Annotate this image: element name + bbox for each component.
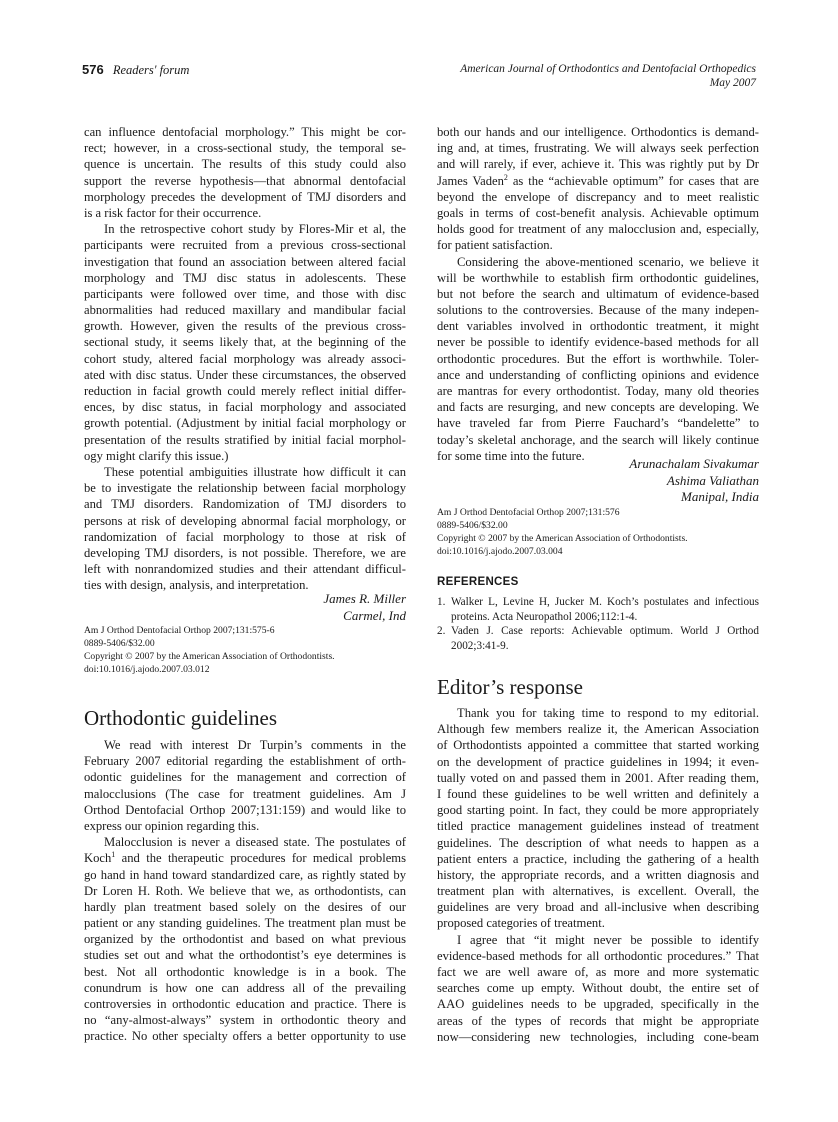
text-line: never be possible to identify evidence-based methods for all: [437, 335, 759, 350]
text-line: We read with interest Dr Turpin’s comments in the: [104, 738, 406, 752]
text-line: Orthod Dentofacial Orthop 2007;131:159) and would like to: [84, 802, 406, 817]
text-line: evidence-based methods for all orthodontic procedures.” That: [437, 948, 759, 963]
author-name: James R. Miller: [323, 591, 406, 606]
text-line: odontic guidelines for the management and correction of: [84, 770, 406, 785]
text-line: holds good for treatment of any malocclusion and, especially,: [437, 222, 759, 237]
text-line: left with nonrandomized studies and their attendant difficul-: [84, 562, 406, 577]
text-line: I found these guidelines to be well written and definitely a: [437, 786, 759, 801]
text-line: on the development of practice guidelines in 1994; it even-: [437, 754, 759, 769]
reference-marker: 2: [503, 172, 508, 182]
text-line: guidelines are very broad and all-inclusive when describing: [437, 900, 759, 915]
text-line: morphology and TMJ disc status in adolescents. These: [84, 270, 406, 285]
text-line: titled practice management guidelines instead of treatment: [437, 819, 759, 834]
paragraph: [437, 124, 759, 254]
text-line: ogy might clarify this issue.): [84, 448, 229, 463]
paragraph: [437, 932, 759, 1045]
text-line: patient or any standing guidelines. The treatment plan must be: [84, 916, 406, 931]
text-line: and facts are resurging, and new concepts are developing. We: [437, 400, 759, 415]
text-line: developing TMJ disorders, is not possible. Therefore, we are: [84, 545, 406, 560]
right-column-top: [437, 124, 759, 464]
response-title: Editor’s response: [437, 675, 584, 699]
text-line: ance and understanding of conflicting opinions and evidence: [437, 367, 759, 382]
text-line: randomization of facial morphology to those at risk of: [84, 529, 406, 544]
text-line: controversies in orthodontic education and practice. There is: [84, 997, 406, 1011]
text-span: as the “achievable optimum” for cases that are: [507, 173, 759, 188]
reference-line: proteins. Acta Neuropathol 2006;112:1-4.: [451, 610, 638, 623]
citation-doi: doi:10.1016/j.ajodo.2007.03.004: [437, 546, 563, 557]
text-line: February 2007 editorial regarding the establishment of orth-: [84, 754, 406, 769]
text-line: conundrum is how one can address all of the prevailing: [84, 980, 406, 995]
issue-date: May 2007: [709, 77, 756, 89]
text-line: Considering the above-mentioned scenario, we believe it: [457, 254, 759, 269]
text-line: In the retrospective cohort study by Flores-Mir et al, the: [104, 222, 406, 237]
reference-number: 2.: [437, 625, 446, 637]
text-line: ated with disc status. Under these circumstances, the observed: [84, 367, 406, 382]
text-line: cohort study, altered facial morphology was already associ-: [84, 351, 406, 366]
text-line: participants were recruited from a previous cross-sectional: [84, 238, 406, 253]
text-line: practice. No other specialty offers a better opportunity to use: [84, 1029, 406, 1044]
text-line: These potential ambiguities illustrate how difficult it can: [104, 464, 406, 479]
citation-block: [437, 506, 759, 558]
text-line: patient enters a practice, including the gathering of a health: [437, 851, 759, 866]
references-section: [437, 576, 759, 653]
text-line: beyond the envelope of discrepancy and to meet realistic: [437, 189, 759, 204]
text-line: persons at risk of developing abnormal facial morphology, or: [84, 513, 406, 528]
text-line: Malocclusion is never a diseased state. The postulates of: [104, 835, 406, 850]
text-line: for patient satisfaction.: [437, 238, 553, 253]
reference-marker: 1: [111, 850, 116, 860]
text-line: guidelines. The description of what needs to happen as a: [437, 835, 759, 850]
text-line: abnormalities had reduced maxillary and mandibular facial: [84, 303, 406, 318]
paragraph: [84, 124, 406, 221]
citation-doi: doi:10.1016/j.ajodo.2007.03.012: [84, 664, 210, 675]
reference-line: [437, 624, 759, 639]
text-line: organized by the orthodontist and based on what previous: [84, 932, 406, 947]
text-line: today’s skeletal anchorage, and the search will likely continue: [437, 432, 759, 447]
text-line: I agree that “it might never be possible to identify: [457, 932, 759, 947]
citation-reference: Am J Orthod Dentofacial Orthop 2007;131:575-6: [84, 625, 275, 636]
text-line: tually voted on and passed them in 2001. After reading them,: [437, 770, 759, 785]
text-line: best. Not all orthodontic knowledge is in a book. The: [84, 964, 406, 979]
text-line: searches come up empty. Without doubt, the entire set of: [437, 981, 759, 996]
text-line: malocclusions (The case for treatment guidelines. Am J: [84, 786, 406, 801]
text-line: Thank you for taking time to respond to my editorial.: [457, 706, 759, 720]
text-line: but not before the search and ultimatum of evidence-based: [437, 286, 759, 301]
text-line: now—considering new technologies, including cone-beam: [437, 1029, 759, 1044]
text-line: goals in terms of cost-benefit analysis. Achievable optimum: [437, 205, 759, 220]
text-line: [437, 173, 759, 189]
text-line: support the reverse hypothesis—that abnormal dentofacial: [84, 173, 406, 188]
section-name: Readers' forum: [112, 63, 190, 77]
text-line: ing and, at times, frustrating. We will always seek perfection: [437, 141, 759, 156]
text-line: rect; however, in a cross-sectional study, the temporal se-: [84, 141, 406, 156]
paragraph: [84, 737, 406, 834]
text-line: history, the appropriate records, and a written diagnosis and: [437, 867, 759, 882]
text-line: have traveled far from Pierre Fauchard’s “bandelette” to: [437, 416, 759, 431]
reference-text: Walker L, Levine H, Jucker M. Koch’s postulates and infectious: [451, 596, 759, 608]
text-line: Although few members realize it, the American Association: [437, 722, 759, 737]
author-name: Arunachalam Sivakumar: [629, 456, 759, 471]
page-number: 576: [82, 62, 104, 77]
text-span: and the therapeutic procedures for medical problems: [115, 851, 406, 866]
text-line: and will rarely, if ever, achieve it. This was rightly put by Dr: [437, 157, 759, 172]
text-line: ences, by disc status, in facial morphology and associated: [84, 400, 406, 415]
running-header-right: [460, 62, 756, 90]
text-line: [84, 850, 406, 866]
left-column-top: [84, 124, 406, 593]
author-signature: [437, 456, 759, 506]
text-line: investigation that found an association between altered facial: [84, 254, 406, 269]
text-line: presentation of the results stratified by initial facial morphol-: [84, 432, 406, 447]
text-line: treatment plan with alternatives, is excellent. Overall, the: [437, 884, 759, 899]
text-line: proposed categories of treatment.: [437, 916, 605, 931]
reference-number: 1.: [437, 596, 446, 608]
text-line: is a risk factor for their occurrence.: [84, 205, 262, 220]
paragraph: [84, 834, 406, 1044]
author-location: Carmel, Ind: [343, 607, 406, 623]
text-line: both our hands and our intelligence. Orthodontics is demand-: [437, 125, 759, 139]
text-line: morphology precedes the development of TMJ disorders and: [84, 189, 406, 204]
citation-copyright: Copyright © 2007 by the American Association of Orthodontists.: [437, 533, 688, 544]
text-line: orthodontic procedures. But the effort is worthwhile. Toler-: [437, 351, 759, 366]
reference-line: [437, 595, 759, 610]
right-column-bottom: [437, 705, 759, 1045]
citation-issn: 0889-5406/$32.00: [84, 638, 155, 649]
text-line: Dr Loren H. Roth. We believe that we, as orthodontists, can: [84, 883, 406, 898]
text-line: quence is uncertain. The results of this study could also: [84, 157, 406, 172]
text-line: hardly plan treatment based solely on the desires of our: [84, 899, 406, 914]
author-signature: [84, 591, 406, 624]
text-line: AAO guidelines needs to be upgraded, specifically in the: [437, 997, 759, 1012]
running-header-left: [82, 62, 189, 78]
text-line: dent variables involved in orthodontic treatment, it might: [437, 319, 759, 334]
citation-reference: Am J Orthod Dentofacial Orthop 2007;131:576: [437, 507, 620, 518]
paragraph: [437, 254, 759, 464]
paragraph: [84, 464, 406, 594]
text-line: of Orthodontists appointed a committee that started working: [437, 738, 759, 753]
text-line: fact we are well aware of, as more and more systematic: [437, 965, 759, 979]
text-line: good starting point. In fact, they could be more appropriately: [437, 803, 759, 818]
reference-line: 2002;3:41-9.: [451, 639, 509, 652]
reference-item: [437, 624, 759, 653]
text-line: growth. However, given the results of the previous cross-: [84, 319, 406, 334]
text-line: growth potential. (Adjustment by initial facial morphology or: [84, 416, 406, 431]
text-line: areas of the types of records that might be appropriate: [437, 1013, 759, 1028]
text-line: sectional study, it seems likely that, at the beginning of the: [84, 335, 406, 350]
left-column-bottom: [84, 737, 406, 1045]
text-line: no “any-almost-always” system in orthodontic theory and: [84, 1013, 406, 1028]
text-line: studies set out and what the orthodontist’s eye determines is: [84, 948, 406, 963]
text-line: for some time into the future.: [437, 448, 585, 463]
paragraph: [84, 221, 406, 464]
citation-issn: 0889-5406/$32.00: [437, 520, 508, 531]
text-span: Koch: [84, 851, 112, 866]
text-line: can influence dentofacial morphology.” This might be cor-: [84, 125, 406, 139]
text-line: reduction in facial growth could merely reflect initial differ-: [84, 384, 406, 398]
reference-item: [437, 595, 759, 624]
paragraph: [437, 705, 759, 932]
text-line: participants were followed over time, and those with disc: [84, 286, 406, 301]
text-line: are mantras for every orthodontist. Today, many old theories: [437, 384, 759, 398]
journal-title: American Journal of Orthodontics and Dentofacial Orthopedics: [460, 63, 756, 75]
text-line: go hand in hand toward standardized care, as rightly stated by: [84, 867, 406, 882]
references-heading: REFERENCES: [437, 576, 519, 588]
author-location: Manipal, India: [681, 489, 759, 504]
text-line: be to investigate the relationship between facial morphology: [84, 481, 406, 496]
text-line: solutions to the controversies. Because of the many indepen-: [437, 303, 759, 318]
author-name: Ashima Valiathan: [666, 472, 759, 488]
text-span: James Vaden: [437, 173, 504, 188]
text-line: and TMJ disorders. Randomization of TMJ disorders to: [84, 497, 406, 512]
citation-block: [84, 624, 406, 676]
article-title: Orthodontic guidelines: [84, 706, 278, 730]
citation-copyright: Copyright © 2007 by the American Association of Orthodontists.: [84, 651, 335, 662]
text-line: will be worthwhile to establish firm orthodontic guidelines,: [437, 270, 759, 285]
text-line: express our opinion regarding this.: [84, 818, 260, 833]
reference-text: Vaden J. Case reports: Achievable optimum. World J Orthod: [451, 625, 759, 637]
text-line: ties with design, analysis, and interpretation.: [84, 578, 309, 593]
